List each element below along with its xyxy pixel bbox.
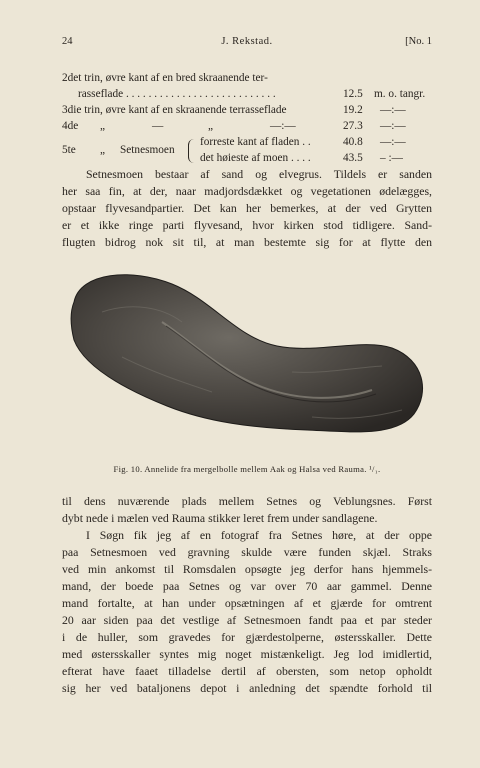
page-number: 24: [62, 36, 73, 47]
text-line: 20 aar siden paa det vestlige af Setnesmoen fandt paa et par steder: [62, 613, 432, 627]
text-line: er et ikke ringe parti flyvesand, hvor kirken stod tidligere. Sand-: [62, 218, 432, 232]
running-header: [62, 36, 432, 52]
row-value: 43.5: [343, 152, 363, 164]
elevation-table: [62, 70, 432, 166]
row-value: 19.2: [343, 104, 363, 116]
row-label: det høieste af moen . . . .: [200, 152, 311, 164]
ditto-mark: „: [100, 120, 106, 132]
row-label: 3die trin, øvre kant af en skraanende terrasseflade: [62, 104, 287, 116]
row-ditto-mark: —:—: [380, 104, 406, 116]
row-value: 12.5: [343, 88, 363, 100]
text-line: efterat have faaet tilladelse dertil af obersten, som netop opholdt: [62, 664, 432, 678]
row-label: 5te: [62, 144, 76, 156]
row-label: 4de: [62, 120, 79, 132]
ditto-mark: —: [152, 120, 164, 132]
row-label: rasseflade . . . . . . . . . . . . . . . . . . . . . . . . . . .: [78, 88, 276, 100]
row-value: 27.3: [343, 120, 363, 132]
row-unit: m. o. tangr.: [374, 88, 426, 100]
row-ditto-mark: —:—: [380, 120, 406, 132]
text-line: med østersskaller syntes mig noget mistænkeligt. Jeg lod imidlertid,: [62, 647, 432, 661]
row-ditto-mark: —:—: [380, 136, 406, 148]
text-line: dybt nede i mælen ved Rauma stikker leret frem under sandlagene.: [62, 511, 378, 525]
row-value: 40.8: [343, 136, 363, 148]
row-label: forreste kant af fladen . .: [200, 136, 311, 148]
running-author: J. Rekstad.: [221, 36, 273, 47]
text-line: flugten bidrog nok sit til, at man bestemte sig for at flytte den: [62, 235, 432, 249]
text-line: i de huller, som gravedes for gjærdestolperne, østersskaller. Dette: [62, 630, 432, 644]
nodule-shape: [71, 275, 423, 432]
figure-caption: Fig. 10. Annelide fra mergelbolle mellem Aak og Halsa ved Rauma. ¹/₁.: [113, 464, 381, 474]
text-line: til dens nuværende plads mellem Setnes og Veblungsnes. Først: [62, 494, 432, 508]
text-line: mand fortalte, at han under opsætningen af et gjærde for omtrent: [62, 596, 432, 610]
issue-number: [No. 1: [405, 36, 432, 47]
table-row: [62, 118, 432, 134]
text-line: I Søgn fik jeg af en fotograf fra Setnes høre, at der oppe: [86, 528, 432, 542]
fossil-figure: [62, 262, 432, 442]
ditto-mark: —:—: [270, 120, 296, 132]
text-line: paa Setnesmoen ved gravning skulde være funden skjæl. Straks: [62, 545, 432, 559]
row-label: 2det trin, øvre kant af en bred skraanende ter-: [62, 72, 268, 84]
row-ditto-mark: – :—: [380, 152, 403, 164]
table-row: [62, 102, 432, 118]
text-line: her saa fin, at der, naar madjordsdækket og vegetationen ødelægges,: [62, 184, 432, 198]
table-row: [62, 70, 432, 86]
text-line: ved min ankomst til Romsdalen opsøgte jeg derfor hans hjemmels-: [62, 562, 432, 576]
paragraph-2: [62, 493, 432, 697]
text-line: sig her ved bataljonens depot i anledning det spændte forhold til: [62, 681, 432, 695]
table-row-group: [62, 134, 432, 166]
paragraph-1: [62, 166, 432, 251]
ditto-mark: „: [100, 144, 106, 156]
text-line: mand, der boede paa Setnes og var over 70 aar gammel. Denne: [62, 579, 432, 593]
brace-symbol: [188, 139, 194, 163]
table-row: [62, 86, 432, 102]
text-line: opstaar flyvesandpartier. Det kan her bemerkes, at der ved Grytten: [62, 201, 432, 215]
place-name: Setnesmoen: [120, 144, 175, 156]
text-line: Setnesmoen bestaar af sand og elvegrus. Tildels er sanden: [86, 167, 432, 181]
ditto-mark: „: [208, 120, 214, 132]
